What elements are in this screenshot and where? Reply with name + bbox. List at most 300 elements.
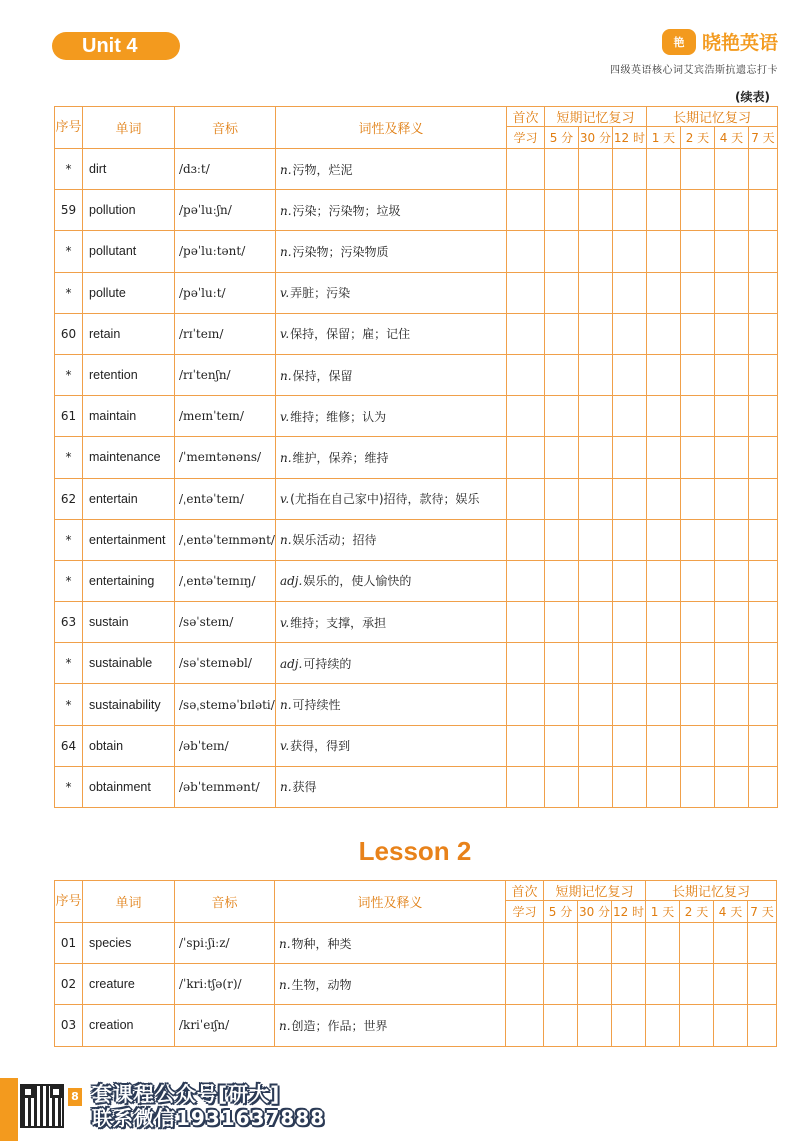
review-7d-cell[interactable]	[748, 923, 777, 964]
review-30m-cell[interactable]	[578, 149, 612, 190]
review-30m-cell[interactable]	[578, 272, 612, 313]
review-30m-cell[interactable]	[578, 766, 612, 807]
review-1d-cell[interactable]	[646, 643, 680, 684]
review-5m-cell[interactable]	[544, 519, 578, 560]
table-row	[55, 519, 778, 560]
row-definition	[275, 519, 506, 560]
review-4d-cell[interactable]	[714, 313, 748, 354]
table-row	[55, 684, 778, 725]
review-7d-cell[interactable]	[748, 231, 777, 272]
review-12h-cell[interactable]	[612, 643, 646, 684]
first-study-cell[interactable]	[506, 643, 544, 684]
row-definition	[275, 964, 506, 1005]
review-5m-cell[interactable]	[544, 766, 578, 807]
review-5m-cell[interactable]	[544, 923, 578, 964]
row-word: sustain	[83, 602, 175, 643]
part-of-speech: n.	[279, 698, 292, 713]
header-long-group: 长期记忆复习	[646, 107, 777, 127]
review-1d-cell[interactable]	[646, 313, 680, 354]
review-7d-cell[interactable]	[748, 437, 777, 478]
review-2d-cell[interactable]	[680, 519, 714, 560]
review-12h-cell[interactable]	[612, 964, 646, 1005]
part-of-speech: v.	[279, 286, 290, 301]
part-of-speech: v.	[279, 615, 290, 630]
first-study-cell[interactable]	[506, 190, 544, 231]
promo-line-2: 联系微信1931637888	[92, 1106, 326, 1130]
row-number: *	[55, 149, 83, 190]
review-30m-cell[interactable]	[578, 313, 612, 354]
first-study-cell[interactable]	[506, 964, 544, 1005]
table-row	[55, 354, 778, 395]
review-30m-cell[interactable]	[578, 437, 612, 478]
promo-line-1: 套课程公众号[研大]	[92, 1082, 281, 1106]
header-long-4d: 4 天	[714, 901, 748, 923]
row-number: *	[55, 766, 83, 807]
review-2d-cell[interactable]	[680, 602, 714, 643]
review-4d-cell[interactable]	[714, 149, 748, 190]
review-7d-cell[interactable]	[748, 272, 777, 313]
review-12h-cell[interactable]	[612, 231, 646, 272]
row-word: maintenance	[83, 437, 175, 478]
definition-text: 维持；维修；认为	[290, 409, 387, 424]
header-def: 词性及释义	[275, 107, 506, 149]
review-5m-cell[interactable]	[544, 478, 578, 519]
row-ipa: /pəˈluːtənt/	[175, 231, 276, 272]
definition-text: 保持，保留	[292, 368, 353, 383]
review-30m-cell[interactable]	[578, 231, 612, 272]
review-30m-cell[interactable]	[578, 478, 612, 519]
review-2d-cell[interactable]	[680, 396, 714, 437]
part-of-speech: n.	[279, 936, 291, 951]
review-2d-cell[interactable]	[680, 190, 714, 231]
row-word: entertaining	[83, 560, 175, 601]
review-7d-cell[interactable]	[748, 766, 777, 807]
review-30m-cell[interactable]	[578, 725, 612, 766]
review-12h-cell[interactable]	[612, 519, 646, 560]
review-5m-cell[interactable]	[544, 313, 578, 354]
row-ipa: /pəˈluːt/	[175, 272, 276, 313]
review-2d-cell[interactable]	[680, 923, 714, 964]
review-7d-cell[interactable]	[748, 313, 777, 354]
row-definition	[275, 313, 506, 354]
review-2d-cell[interactable]	[680, 478, 714, 519]
review-30m-cell[interactable]	[578, 923, 612, 964]
first-study-cell[interactable]	[506, 396, 544, 437]
review-4d-cell[interactable]	[714, 602, 748, 643]
row-word: obtain	[83, 725, 175, 766]
lesson-title: Lesson 2	[358, 836, 472, 866]
row-definition	[275, 923, 506, 964]
row-number: 59	[55, 190, 83, 231]
row-number: 01	[55, 923, 83, 964]
table-row	[55, 313, 778, 354]
table-row	[55, 190, 778, 231]
row-word: creation	[83, 1005, 175, 1046]
definition-text: 物种，种类	[291, 936, 352, 951]
unit-label: Unit 4	[52, 32, 180, 60]
header-short-30m: 30 分	[578, 127, 612, 149]
review-1d-cell[interactable]	[646, 396, 680, 437]
review-7d-cell[interactable]	[748, 964, 777, 1005]
first-study-cell[interactable]	[506, 437, 544, 478]
row-number: *	[55, 560, 83, 601]
row-word: obtainment	[83, 766, 175, 807]
review-30m-cell[interactable]	[578, 560, 612, 601]
review-12h-cell[interactable]	[612, 766, 646, 807]
row-word: retention	[83, 354, 175, 395]
review-4d-cell[interactable]	[714, 560, 748, 601]
part-of-speech: v.	[279, 492, 290, 507]
row-definition	[275, 602, 506, 643]
review-1d-cell[interactable]	[646, 602, 680, 643]
review-5m-cell[interactable]	[544, 964, 578, 1005]
review-2d-cell[interactable]	[680, 354, 714, 395]
review-1d-cell[interactable]	[646, 478, 680, 519]
definition-text: (尤指在自己家中)招待，款待；娱乐	[290, 492, 480, 507]
review-5m-cell[interactable]	[544, 643, 578, 684]
review-30m-cell[interactable]	[578, 602, 612, 643]
part-of-speech: n.	[279, 244, 292, 259]
definition-text: 污染；污染物；垃圾	[292, 203, 401, 218]
review-5m-cell[interactable]	[544, 560, 578, 601]
definition-text: 获得	[292, 780, 317, 795]
part-of-speech: v.	[279, 739, 290, 754]
review-5m-cell[interactable]	[544, 437, 578, 478]
first-study-cell[interactable]	[506, 519, 544, 560]
part-of-speech: n.	[279, 368, 292, 383]
review-2d-cell[interactable]	[680, 560, 714, 601]
row-ipa: /rɪˈteɪn/	[175, 313, 276, 354]
definition-text: 创造；作品；世界	[291, 1018, 388, 1033]
header-long-4d: 4 天	[714, 127, 748, 149]
brand-block	[610, 28, 778, 76]
review-5m-cell[interactable]	[544, 190, 578, 231]
review-7d-cell[interactable]	[748, 478, 777, 519]
header-ipa: 音标	[175, 107, 276, 149]
review-4d-cell[interactable]	[714, 684, 748, 725]
header-short-5m: 5 分	[544, 901, 578, 923]
row-word: species	[83, 923, 175, 964]
review-7d-cell[interactable]	[748, 1005, 777, 1046]
review-5m-cell[interactable]	[544, 354, 578, 395]
table-row	[55, 149, 778, 190]
definition-text: 可持续性	[292, 698, 341, 713]
review-1d-cell[interactable]	[646, 684, 680, 725]
part-of-speech: n.	[279, 162, 292, 177]
review-7d-cell[interactable]	[748, 396, 777, 437]
first-study-cell[interactable]	[506, 560, 544, 601]
review-7d-cell[interactable]	[748, 190, 777, 231]
review-30m-cell[interactable]	[578, 1005, 612, 1046]
review-4d-cell[interactable]	[714, 964, 748, 1005]
row-number: *	[55, 272, 83, 313]
first-study-cell[interactable]	[506, 1005, 544, 1046]
row-ipa: /ˈmeɪntənəns/	[175, 437, 276, 478]
review-12h-cell[interactable]	[612, 354, 646, 395]
review-12h-cell[interactable]	[612, 313, 646, 354]
row-number: 64	[55, 725, 83, 766]
review-7d-cell[interactable]	[748, 725, 777, 766]
review-30m-cell[interactable]	[578, 354, 612, 395]
header-word: 单词	[83, 107, 175, 149]
definition-text: 生物，动物	[291, 977, 352, 992]
review-4d-cell[interactable]	[714, 354, 748, 395]
table-row	[55, 1005, 777, 1046]
definition-text: 维护，保养；维持	[292, 450, 389, 465]
part-of-speech: v.	[279, 327, 290, 342]
row-number: *	[55, 519, 83, 560]
row-word: pollutant	[83, 231, 175, 272]
table-row	[55, 725, 778, 766]
review-7d-cell[interactable]	[748, 354, 777, 395]
part-of-speech: n.	[279, 203, 292, 218]
vocab-table-2	[54, 880, 777, 1047]
review-12h-cell[interactable]	[612, 190, 646, 231]
row-word: retain	[83, 313, 175, 354]
review-1d-cell[interactable]	[646, 437, 680, 478]
review-7d-cell[interactable]	[748, 519, 777, 560]
review-7d-cell[interactable]	[748, 149, 777, 190]
first-study-cell[interactable]	[506, 684, 544, 725]
review-30m-cell[interactable]	[578, 396, 612, 437]
review-2d-cell[interactable]	[680, 725, 714, 766]
review-4d-cell[interactable]	[714, 190, 748, 231]
table-row	[55, 272, 778, 313]
review-2d-cell[interactable]	[680, 149, 714, 190]
review-1d-cell[interactable]	[646, 725, 680, 766]
row-ipa: /kriˈeɪʃn/	[175, 1005, 275, 1046]
review-4d-cell[interactable]	[714, 766, 748, 807]
brand-logo-icon: 艳	[662, 29, 696, 55]
row-definition	[275, 1005, 506, 1046]
review-5m-cell[interactable]	[544, 231, 578, 272]
row-ipa: /ˈkriːtʃə(r)/	[175, 964, 275, 1005]
review-7d-cell[interactable]	[748, 684, 777, 725]
review-1d-cell[interactable]	[646, 766, 680, 807]
review-12h-cell[interactable]	[612, 149, 646, 190]
row-number: *	[55, 354, 83, 395]
table-row	[55, 766, 778, 807]
table-row	[55, 231, 778, 272]
review-5m-cell[interactable]	[544, 684, 578, 725]
review-30m-cell[interactable]	[578, 964, 612, 1005]
review-1d-cell[interactable]	[646, 1005, 680, 1046]
review-1d-cell[interactable]	[646, 272, 680, 313]
review-5m-cell[interactable]	[544, 1005, 578, 1046]
review-1d-cell[interactable]	[646, 964, 680, 1005]
review-2d-cell[interactable]	[680, 1005, 714, 1046]
review-4d-cell[interactable]	[714, 519, 748, 560]
row-ipa: /pəˈluːʃn/	[175, 190, 276, 231]
brand-subtitle: 四级英语核心词艾宾浩斯抗遗忘打卡	[610, 65, 778, 76]
definition-text: 获得，得到	[290, 739, 351, 754]
row-number: 60	[55, 313, 83, 354]
review-2d-cell[interactable]	[680, 643, 714, 684]
header-first-top: 首次	[506, 881, 544, 901]
review-1d-cell[interactable]	[646, 190, 680, 231]
review-4d-cell[interactable]	[714, 725, 748, 766]
header-long-1d: 1 天	[646, 127, 680, 149]
review-12h-cell[interactable]	[612, 478, 646, 519]
first-study-cell[interactable]	[506, 725, 544, 766]
review-12h-cell[interactable]	[612, 396, 646, 437]
first-study-cell[interactable]	[506, 149, 544, 190]
review-2d-cell[interactable]	[680, 964, 714, 1005]
row-definition	[275, 684, 506, 725]
review-12h-cell[interactable]	[612, 1005, 646, 1046]
table-row	[55, 437, 778, 478]
header-first-top: 首次	[506, 107, 544, 127]
row-ipa: /ˌentəˈteɪnmənt/	[175, 519, 276, 560]
header-long-group: 长期记忆复习	[646, 881, 777, 901]
row-definition	[275, 396, 506, 437]
review-12h-cell[interactable]	[612, 437, 646, 478]
header-word: 单词	[83, 881, 175, 923]
review-1d-cell[interactable]	[646, 560, 680, 601]
review-5m-cell[interactable]	[544, 272, 578, 313]
review-30m-cell[interactable]	[578, 190, 612, 231]
row-definition	[275, 643, 506, 684]
row-number: 61	[55, 396, 83, 437]
review-1d-cell[interactable]	[646, 923, 680, 964]
first-study-cell[interactable]	[506, 478, 544, 519]
first-study-cell[interactable]	[506, 272, 544, 313]
row-ipa: /rɪˈtenʃn/	[175, 354, 276, 395]
review-5m-cell[interactable]	[544, 725, 578, 766]
first-study-cell[interactable]	[506, 354, 544, 395]
row-definition	[275, 190, 506, 231]
review-4d-cell[interactable]	[714, 643, 748, 684]
row-definition	[275, 560, 506, 601]
header-no: 序号	[55, 107, 83, 149]
review-12h-cell[interactable]	[612, 684, 646, 725]
review-2d-cell[interactable]	[680, 766, 714, 807]
first-study-cell[interactable]	[506, 602, 544, 643]
continued-label: (续表)	[735, 90, 770, 104]
review-12h-cell[interactable]	[612, 560, 646, 601]
vocab-table-1	[54, 106, 778, 808]
header-long-2d: 2 天	[680, 901, 714, 923]
page-number: 8	[68, 1088, 82, 1106]
review-1d-cell[interactable]	[646, 231, 680, 272]
table-row	[55, 643, 778, 684]
row-definition	[275, 725, 506, 766]
brand-name: 晓艳英语	[701, 32, 778, 54]
review-4d-cell[interactable]	[714, 396, 748, 437]
definition-text: 娱乐的，使人愉快的	[303, 574, 412, 589]
row-definition	[275, 354, 506, 395]
review-4d-cell[interactable]	[714, 437, 748, 478]
header-long-1d: 1 天	[646, 901, 680, 923]
part-of-speech: n.	[279, 977, 291, 992]
review-30m-cell[interactable]	[578, 684, 612, 725]
review-7d-cell[interactable]	[748, 643, 777, 684]
row-ipa: /səˈsteɪnəbl/	[175, 643, 276, 684]
qr-code-icon	[20, 1084, 64, 1128]
row-word: sustainability	[83, 684, 175, 725]
review-1d-cell[interactable]	[646, 354, 680, 395]
review-1d-cell[interactable]	[646, 519, 680, 560]
first-study-cell[interactable]	[506, 766, 544, 807]
first-study-cell[interactable]	[506, 923, 544, 964]
review-4d-cell[interactable]	[714, 478, 748, 519]
review-2d-cell[interactable]	[680, 272, 714, 313]
definition-text: 保持，保留；雇；记住	[290, 327, 411, 342]
review-4d-cell[interactable]	[714, 272, 748, 313]
row-ipa: /meɪnˈteɪn/	[175, 396, 276, 437]
review-4d-cell[interactable]	[714, 231, 748, 272]
review-12h-cell[interactable]	[612, 272, 646, 313]
header-first-bottom: 学习	[506, 127, 544, 149]
review-4d-cell[interactable]	[714, 923, 748, 964]
review-12h-cell[interactable]	[612, 602, 646, 643]
table-row	[55, 964, 777, 1005]
part-of-speech: v.	[279, 409, 290, 424]
review-1d-cell[interactable]	[646, 149, 680, 190]
review-5m-cell[interactable]	[544, 602, 578, 643]
header-short-5m: 5 分	[544, 127, 578, 149]
part-of-speech: adj.	[279, 656, 303, 671]
part-of-speech: adj.	[279, 574, 303, 589]
row-definition	[275, 478, 506, 519]
review-2d-cell[interactable]	[680, 437, 714, 478]
review-5m-cell[interactable]	[544, 149, 578, 190]
row-word: entertain	[83, 478, 175, 519]
row-number: *	[55, 643, 83, 684]
header-first-bottom: 学习	[506, 901, 544, 923]
row-ipa: /ˌentəˈteɪnɪŋ/	[175, 560, 276, 601]
review-2d-cell[interactable]	[680, 684, 714, 725]
row-ipa: /səˈsteɪn/	[175, 602, 276, 643]
row-number: *	[55, 231, 83, 272]
review-2d-cell[interactable]	[680, 313, 714, 354]
review-12h-cell[interactable]	[612, 923, 646, 964]
header-def: 词性及释义	[275, 881, 506, 923]
header-short-12h: 12 时	[612, 127, 646, 149]
header-short-group: 短期记忆复习	[544, 107, 646, 127]
review-7d-cell[interactable]	[748, 560, 777, 601]
header-short-group: 短期记忆复习	[544, 881, 646, 901]
header-no: 序号	[55, 881, 83, 923]
header-short-12h: 12 时	[612, 901, 646, 923]
definition-text: 污染物；污染物质	[292, 244, 389, 259]
review-30m-cell[interactable]	[578, 519, 612, 560]
promo-block	[20, 1082, 325, 1130]
review-5m-cell[interactable]	[544, 396, 578, 437]
definition-text: 娱乐活动；招待	[292, 533, 377, 548]
header-long-2d: 2 天	[680, 127, 714, 149]
row-ipa: /ˈspiːʃiːz/	[175, 923, 275, 964]
definition-text: 可持续的	[303, 656, 352, 671]
first-study-cell[interactable]	[506, 313, 544, 354]
row-word: sustainable	[83, 643, 175, 684]
row-word: pollute	[83, 272, 175, 313]
review-2d-cell[interactable]	[680, 231, 714, 272]
row-number: 62	[55, 478, 83, 519]
table-row	[55, 602, 778, 643]
header-long-7d: 7 天	[748, 127, 777, 149]
row-word: pollution	[83, 190, 175, 231]
first-study-cell[interactable]	[506, 231, 544, 272]
review-4d-cell[interactable]	[714, 1005, 748, 1046]
review-30m-cell[interactable]	[578, 643, 612, 684]
review-7d-cell[interactable]	[748, 602, 777, 643]
header-ipa: 音标	[175, 881, 275, 923]
table-row	[55, 560, 778, 601]
part-of-speech: n.	[279, 533, 292, 548]
table-row	[55, 478, 778, 519]
review-12h-cell[interactable]	[612, 725, 646, 766]
